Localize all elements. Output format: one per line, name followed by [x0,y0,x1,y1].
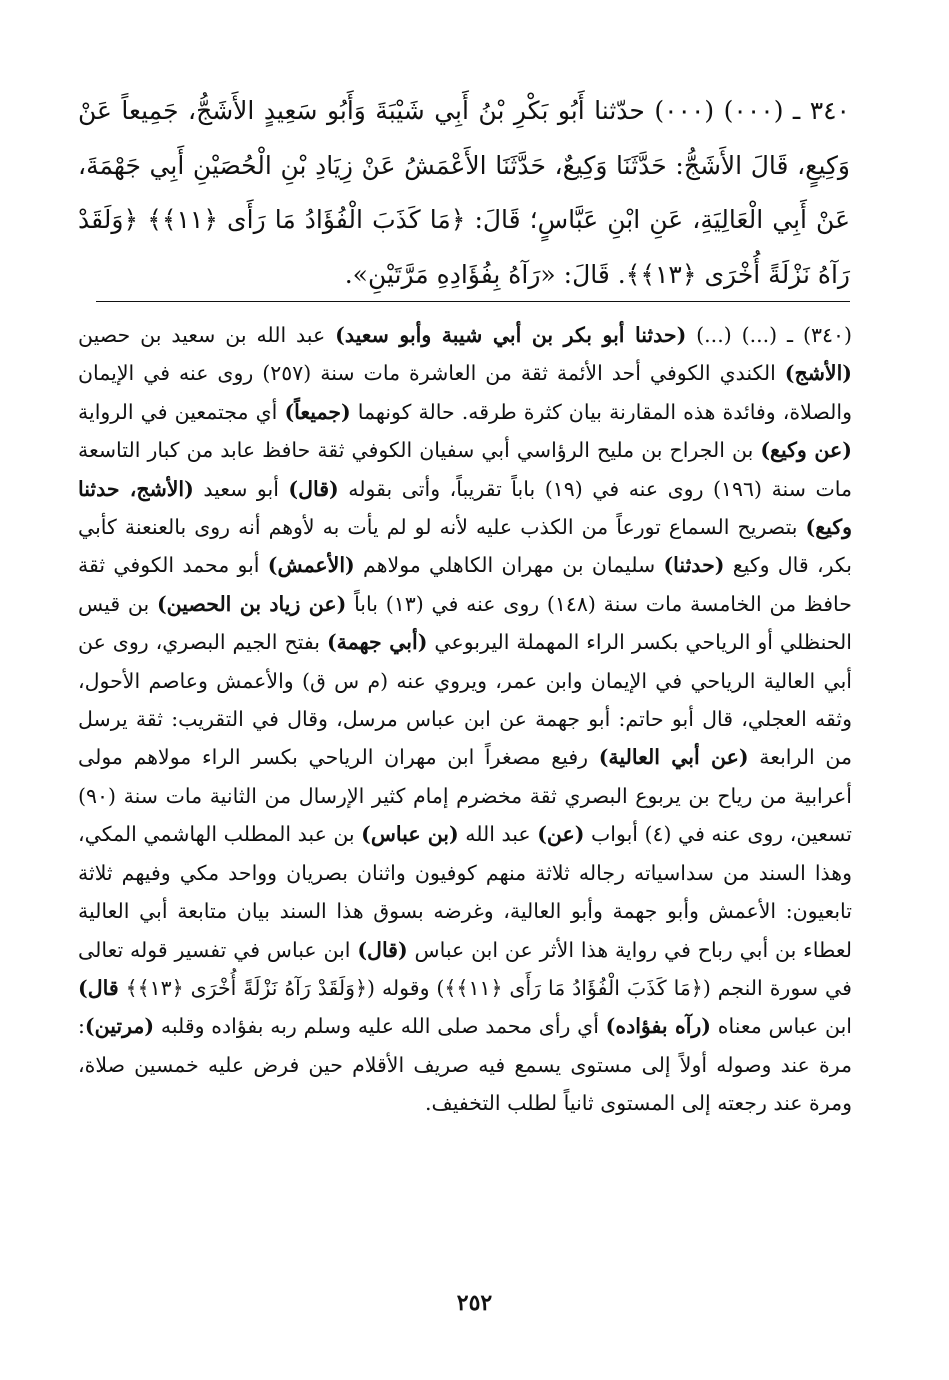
commentary-segment: عبد الله [465,822,531,847]
commentary-quran-verse-11: (﴿مَا كَذَبَ الْفُؤَادُ مَا رَأَى ﴿١١﴾﴾) [436,975,711,1000]
commentary-segment: أي مجتمعين في الرواية [78,399,278,424]
commentary-segment: بن الجراح بن مليح الرؤاسي أبي سفيان الكوفي ثقة حافظ عابد من كبار التاسعة مات سنة (١٩٦) روى عنه في (١٩) باباً تقريباً، وأتى بقوله [78,438,852,501]
commentary-bold-segment: (حدثنا أبو بكر بن أبي شيبة وأبو سعيد) [335,323,687,347]
page-number: ٢٥٢ [456,1290,493,1316]
commentary-segment: ابن عباس في تفسير قوله تعالى في سورة النجم [78,937,852,1000]
commentary-bold-segment: (الأعمش) [267,553,355,578]
commentary-segment: بن قيس الحنظلي أو الرياحي بكسر الراء المهملة اليربوعي [78,591,852,655]
commentary-segment: : مرة عند وصوله أولاً إلى مستوى يسمع فيه صريف الأقلام حين فرض عليه خمسين صلاة، ومرة عند رجعته إلى المستوى ثانياً لطلب التخفيف. [78,1014,852,1116]
commentary-bold-segment: (قال) [288,476,339,501]
commentary-segment: بتصريح السماع تورعاً من الكذب عليه لأنه لو لم يأت به لأوهم أنه روى بالعنعنة كأبي بكر، قال وكيع [78,515,852,578]
commentary-bold-segment: (عن وكيع) [760,438,852,463]
commentary-bold-segment: (الأشج، حدثنا وكيع) [78,476,852,540]
footnote-divider [96,301,850,302]
commentary-bold-segment: قال) [78,975,119,1000]
commentary-bold-segment: (قال) [357,937,408,962]
commentary-bold-segment: (مرتين) [84,1014,155,1039]
commentary-bold-segment: (الأشج) [784,361,852,386]
commentary-segment: (٣٤٠) ـ (...) (...) [696,323,852,347]
commentary-text [78,316,852,1123]
hadith-number: ٣٤٠ [809,96,850,125]
commentary-quran-verse-13: (﴿وَلَقَدْ رَآهُ نَزْلَةً أُخْرَى ﴿١٣﴾﴾ [125,975,375,1000]
commentary-segment: أبو سعيد [203,476,279,501]
commentary-segment: أي رأى محمد صلى الله عليه وسلم ربه بفؤاده وقلبه [160,1014,599,1039]
commentary-bold-segment: (عن) [537,822,585,847]
commentary-bold-segment: (عن زياد بن الحصين) [156,591,347,616]
hadith-chain: حدّثنا أَبُو بَكْرِ بْنُ أَبِي شَيْبَةَ وَأَبُو سَعِيدٍ الأَشَجُّ، جَمِيعاً عَنْ وَكِيعٍ، قَالَ الأَشَجُّ: حَدَّثَنَا وَكِيعٌ، حَدَّثَنَا الأَعْمَشُ عَنْ زِيَادِ بْنِ الْحُصَيْنِ أَبِي جَهْمَةَ، عَنْ أَبِي الْعَالِيَةِ، عَنِ ابْنِ عَبَّاسٍ؛ قَالَ: [78,96,850,234]
hadith-references: (٠٠٠) (٠٠٠) [654,96,784,125]
commentary-segment: سليمان بن مهران الكاهلي مولاهم [363,553,656,578]
commentary-segment: وقوله [381,975,430,1000]
commentary-segment: أبو محمد الكوفي ثقة حافظ من الخامسة مات سنة (١٤٨) روى عنه في (١٣) باباً [78,553,852,616]
commentary-bold-segment: (عن أبي العالية) [598,745,749,770]
commentary-segment: بفتح الجيم البصري، روى عن أبي العالية الرياحي في الإيمان وابن عمر، ويروي عنه (م س ق) والأعمش وعاصم الأحول، وثقه العجلي، قال أبو حاتم: أبو جهمة عن ابن عباس مرسل، وقال في التقريب: ثقة يرسل من الرابعة [78,630,852,770]
commentary-bold-segment: (حدثنا) [663,553,725,578]
quran-verse-11: ﴿مَا كَذَبَ الْفُؤَادُ مَا رَأَى ﴿١١﴾﴾ [147,205,466,234]
commentary-bold-segment: (جميعاً) [284,399,351,424]
quran-verse-13: ﴿وَلَقَدْ رَآهُ نَزْلَةً أُخْرَى ﴿١٣﴾﴾ [78,205,850,289]
commentary-bold-segment: (رآه بفؤاده) [605,1014,711,1039]
commentary-segment: رفيع مصغراً ابن مهران الرياحي بكسر الراء مولاهم مولى أعرابية من رياح بن يربوع البصري ثقة مخضرم إمام كثير الإرسال من الثانية مات سنة (٩٠) تسعين، روى عنه في (٤) أبواب [78,745,852,847]
hadith-ending: . قَالَ: «رَآهُ بِفُؤَادِهِ مَرَّتَيْنِ». [344,259,626,289]
commentary-bold-segment: (أبي جهمة) [326,630,428,655]
commentary-segment: بن عبد المطلب الهاشمي المكي، وهذا السند من سداسياته رجاله ثلاثة منهم كوفيون واثنان بصريان وواحد مكي وفيهم ثلاثة تابعيون: الأعمش وأبو جهمة وأبو العالية، وغرضه بسوق هذا السند بيان متابعة أبي العالية لعطاء بن أبي رباح في رواية هذا الأثر عن ابن عباس [77,822,853,962]
commentary-segment: الكندي الكوفي أحد الأئمة ثقة من العاشرة مات سنة (٢٥٧) روى عنه في الإيمان والصلاة، وفائدة هذه المقارنة بيان كثرة طرقه. حالة كونهما [78,361,852,424]
commentary-segment: ابن عباس معناه [717,1014,852,1039]
hadith-text: ٣٤٠ ـ (٠٠٠) (٠٠٠) حدّثنا أَبُو بَكْرِ بْنُ أَبِي شَيْبَةَ وَأَبُو سَعِيدٍ الأَشَجُّ، جَمِيعاً عَنْ وَكِيعٍ، قَالَ الأَشَجُّ: حَدَّثَنَا وَكِيعٌ، حَدَّثَنَا الأَعْمَشُ عَنْ زِيَادِ بْنِ الْحُصَيْنِ أَبِي جَهْمَةَ، عَنْ أَبِي الْعَالِيَةِ، عَنِ ابْنِ عَبَّاسٍ؛ قَالَ: ﴿مَا كَذَبَ الْفُؤَادُ مَا رَأَى ﴿١١﴾﴾ ﴿وَلَقَدْ رَآهُ نَزْلَةً أُخْرَى ﴿١٣﴾﴾. قَالَ: «رَآهُ بِفُؤَادِهِ مَرَّتَيْنِ». [78,96,850,289]
commentary-segment: عبد الله بن سعيد بن حصين [78,323,326,347]
commentary-bold-segment: (بن عباس) [361,822,459,847]
